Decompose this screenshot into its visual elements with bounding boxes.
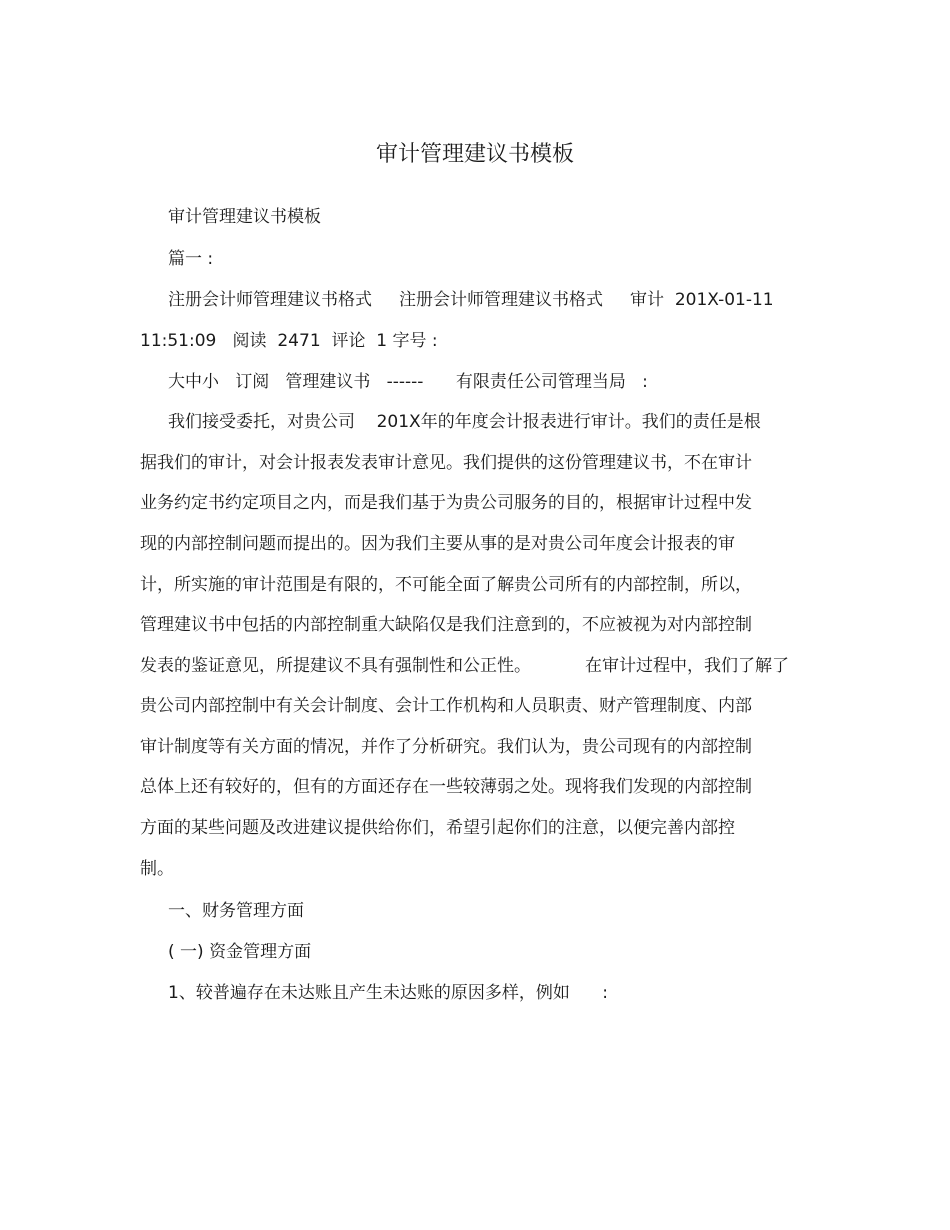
- paragraph-line: 现的内部控制问题而提出的。因为我们主要从事的是对贵公司年度会计报表的审: [140, 534, 735, 554]
- paragraph-line: 贵公司内部控制中有关会计制度、会计工作机构和人员职责、财产管理制度、内部: [140, 696, 752, 716]
- paragraph-line: 总体上还有较好的，但有的方面还存在一些较薄弱之处。现将我们发现的内部控制: [140, 777, 752, 797]
- paragraph-line: 制。: [140, 859, 174, 879]
- paragraph-line: 11:51:09 阅读 2471 评论 1 字号 :: [140, 331, 438, 351]
- paragraph-line: 注册会计师管理建议书格式 注册会计师管理建议书格式 审计 201X-01-11: [168, 290, 774, 310]
- section-heading: 一、财务管理方面: [168, 901, 304, 921]
- paragraph-line: 审计制度等有关方面的情况，并作了分析研究。我们认为，贵公司现有的内部控制: [140, 737, 752, 757]
- paragraph-line: 据我们的审计，对会计报表发表审计意见。我们提供的这份管理建议书，不在审计: [140, 453, 752, 473]
- paragraph-line: 管理建议书中包括的内部控制重大缺陷仅是我们注意到的，不应被视为对内部控制: [140, 615, 752, 635]
- document-title: 审计管理建议书模板: [375, 142, 574, 167]
- list-item: 1、较普遍存在未达账且产生未达账的原因多样，例如 :: [168, 983, 608, 1003]
- paragraph-line: 我们接受委托，对贵公司 201X年的年度会计报表进行审计。我们的责任是根: [168, 412, 761, 432]
- section-label: 篇一 :: [168, 249, 214, 269]
- paragraph-line: 计，所实施的审计范围是有限的，不可能全面了解贵公司所有的内部控制，所以，: [140, 575, 752, 595]
- paragraph-line: 方面的某些问题及改进建议提供给你们，希望引起你们的注意，以便完善内部控: [140, 818, 735, 838]
- subsection-heading: ( 一) 资金管理方面: [168, 942, 312, 962]
- paragraph-line: 大中小 订阅 管理建议书 ------ 有限责任公司管理当局 :: [168, 372, 648, 392]
- paragraph-line: 业务约定书约定项目之内，而是我们基于为贵公司服务的目的，根据审计过程中发: [140, 493, 752, 513]
- paragraph-line: 发表的鉴证意见，所提建议不具有强制性和公正性。 在审计过程中，我们了解了: [140, 656, 790, 676]
- subtitle: 审计管理建议书模板: [168, 207, 321, 227]
